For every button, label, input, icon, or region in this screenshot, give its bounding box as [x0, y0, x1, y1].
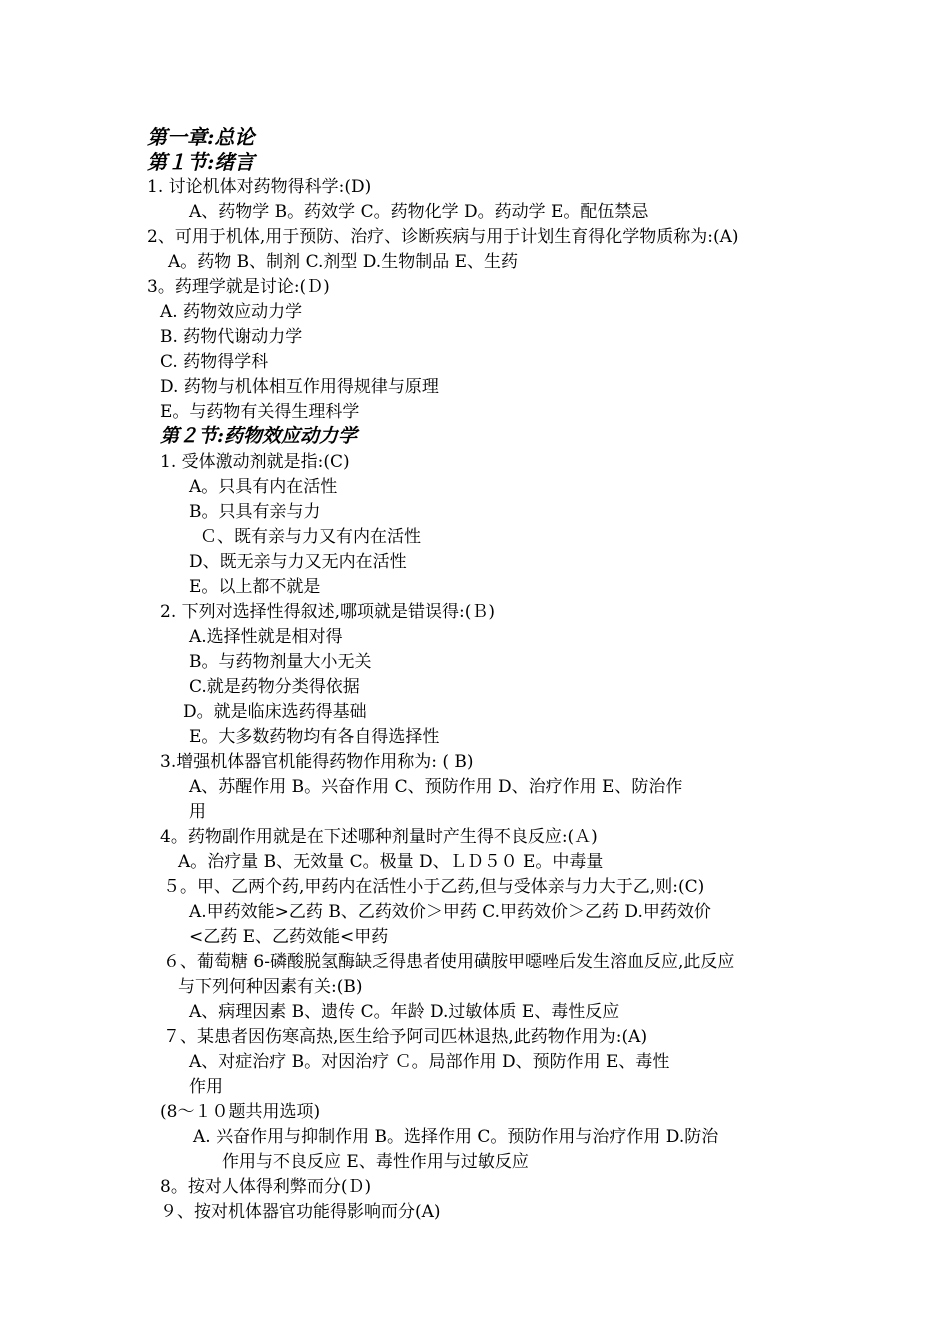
option-line: D、既无亲与力又无内在活性: [189, 552, 407, 572]
option-line: A.选择性就是相对得: [189, 627, 343, 647]
option-line: A、苏醒作用 B。兴奋作用 C、预防作用 D、治疗作用 E、防治作: [189, 777, 683, 797]
option-line: A.甲药效能>乙药 B、乙药效价＞甲药 C.甲药效价＞乙药 D.甲药效价: [189, 902, 711, 922]
option-line: 作用: [189, 1077, 223, 1097]
option-line: A、药物学 B。药效学 C。药物化学 D。药动学 E。配伍禁忌: [189, 202, 649, 222]
option-line: <乙药 E、乙药效能<甲药: [189, 927, 389, 947]
question-line: 3。药理学就是讨论:(Ｄ): [147, 277, 330, 297]
option-line: A。药物 B、制剂 C.剂型 D.生物制品 E、生药: [168, 252, 519, 272]
option-line: A. 药物效应动力学: [160, 302, 303, 322]
question-line: ９、按对机体器官功能得影响而分(A): [160, 1202, 441, 1222]
option-line: E。与药物有关得生理科学: [160, 402, 360, 422]
question-line: 8。按对人体得利弊而分(Ｄ): [160, 1177, 372, 1197]
question-line: 2、可用于机体,用于预防、治疗、诊断疾病与用于计划生育得化学物质称为:(A): [147, 227, 739, 247]
option-line: A。只具有内在活性: [189, 477, 338, 497]
shared-options-note: (8～１０题共用选项): [160, 1102, 321, 1122]
option-line: 用: [189, 802, 206, 822]
question-line: 与下列何种因素有关:(B): [178, 977, 363, 997]
option-line: A. 兴奋作用与抑制作用 B。选择作用 C。预防作用与治疗作用 D.防治: [193, 1127, 719, 1147]
option-line: B。只具有亲与力: [189, 502, 321, 522]
question-line: 2. 下列对选择性得叙述,哪项就是错误得:(Ｂ): [160, 602, 496, 622]
question-line: ６、葡萄糖 6-磷酸脱氢酶缺乏得患者使用磺胺甲噁唑后发生溶血反应,此反应: [163, 952, 735, 972]
option-line: 作用与不良反应 E、毒性作用与过敏反应: [222, 1152, 529, 1172]
question-line: 3.增强机体器官机能得药物作用称为: ( B): [160, 752, 474, 772]
section-title: 第２节:药物效应动力学: [160, 425, 358, 447]
question-line: 1. 受体激动剂就是指:(C): [160, 452, 350, 472]
option-line: A、对症治疗 B。对因治疗 Ｃ。局部作用 D、预防作用 E、毒性: [189, 1052, 670, 1072]
option-line: E。大多数药物均有各自得选择性: [189, 727, 440, 747]
question-line: ５。甲、乙两个药,甲药内在活性小于乙药,但与受体亲与力大于乙,则:(C): [163, 877, 705, 897]
option-line: D. 药物与机体相互作用得规律与原理: [160, 377, 439, 397]
option-line: B. 药物代谢动力学: [160, 327, 303, 347]
option-line: D。就是临床选药得基础: [183, 702, 367, 722]
option-line: A、病理因素 B、遗传 C。年龄 D.过敏体质 E、毒性反应: [189, 1002, 620, 1022]
chapter-title: 第一章:总论: [147, 125, 255, 149]
option-line: A。治疗量 B、无效量 C。极量 D、ＬＤ５０ E。中毒量: [178, 852, 604, 872]
section-title: 第１节:绪言: [147, 150, 255, 174]
option-line: C.就是药物分类得依据: [189, 677, 360, 697]
question-line: 4。药物副作用就是在下述哪种剂量时产生得不良反应:(Ａ): [160, 827, 598, 847]
option-line: Ｃ、既有亲与力又有内在活性: [200, 527, 421, 547]
option-line: B。与药物剂量大小无关: [189, 652, 372, 672]
question-line: 1. 讨论机体对药物得科学:(D): [147, 177, 372, 197]
option-line: C. 药物得学科: [160, 352, 269, 372]
option-line: E。以上都不就是: [189, 577, 321, 597]
question-line: ７、某患者因伤寒高热,医生给予阿司匹林退热,此药物作用为:(A): [163, 1027, 648, 1047]
